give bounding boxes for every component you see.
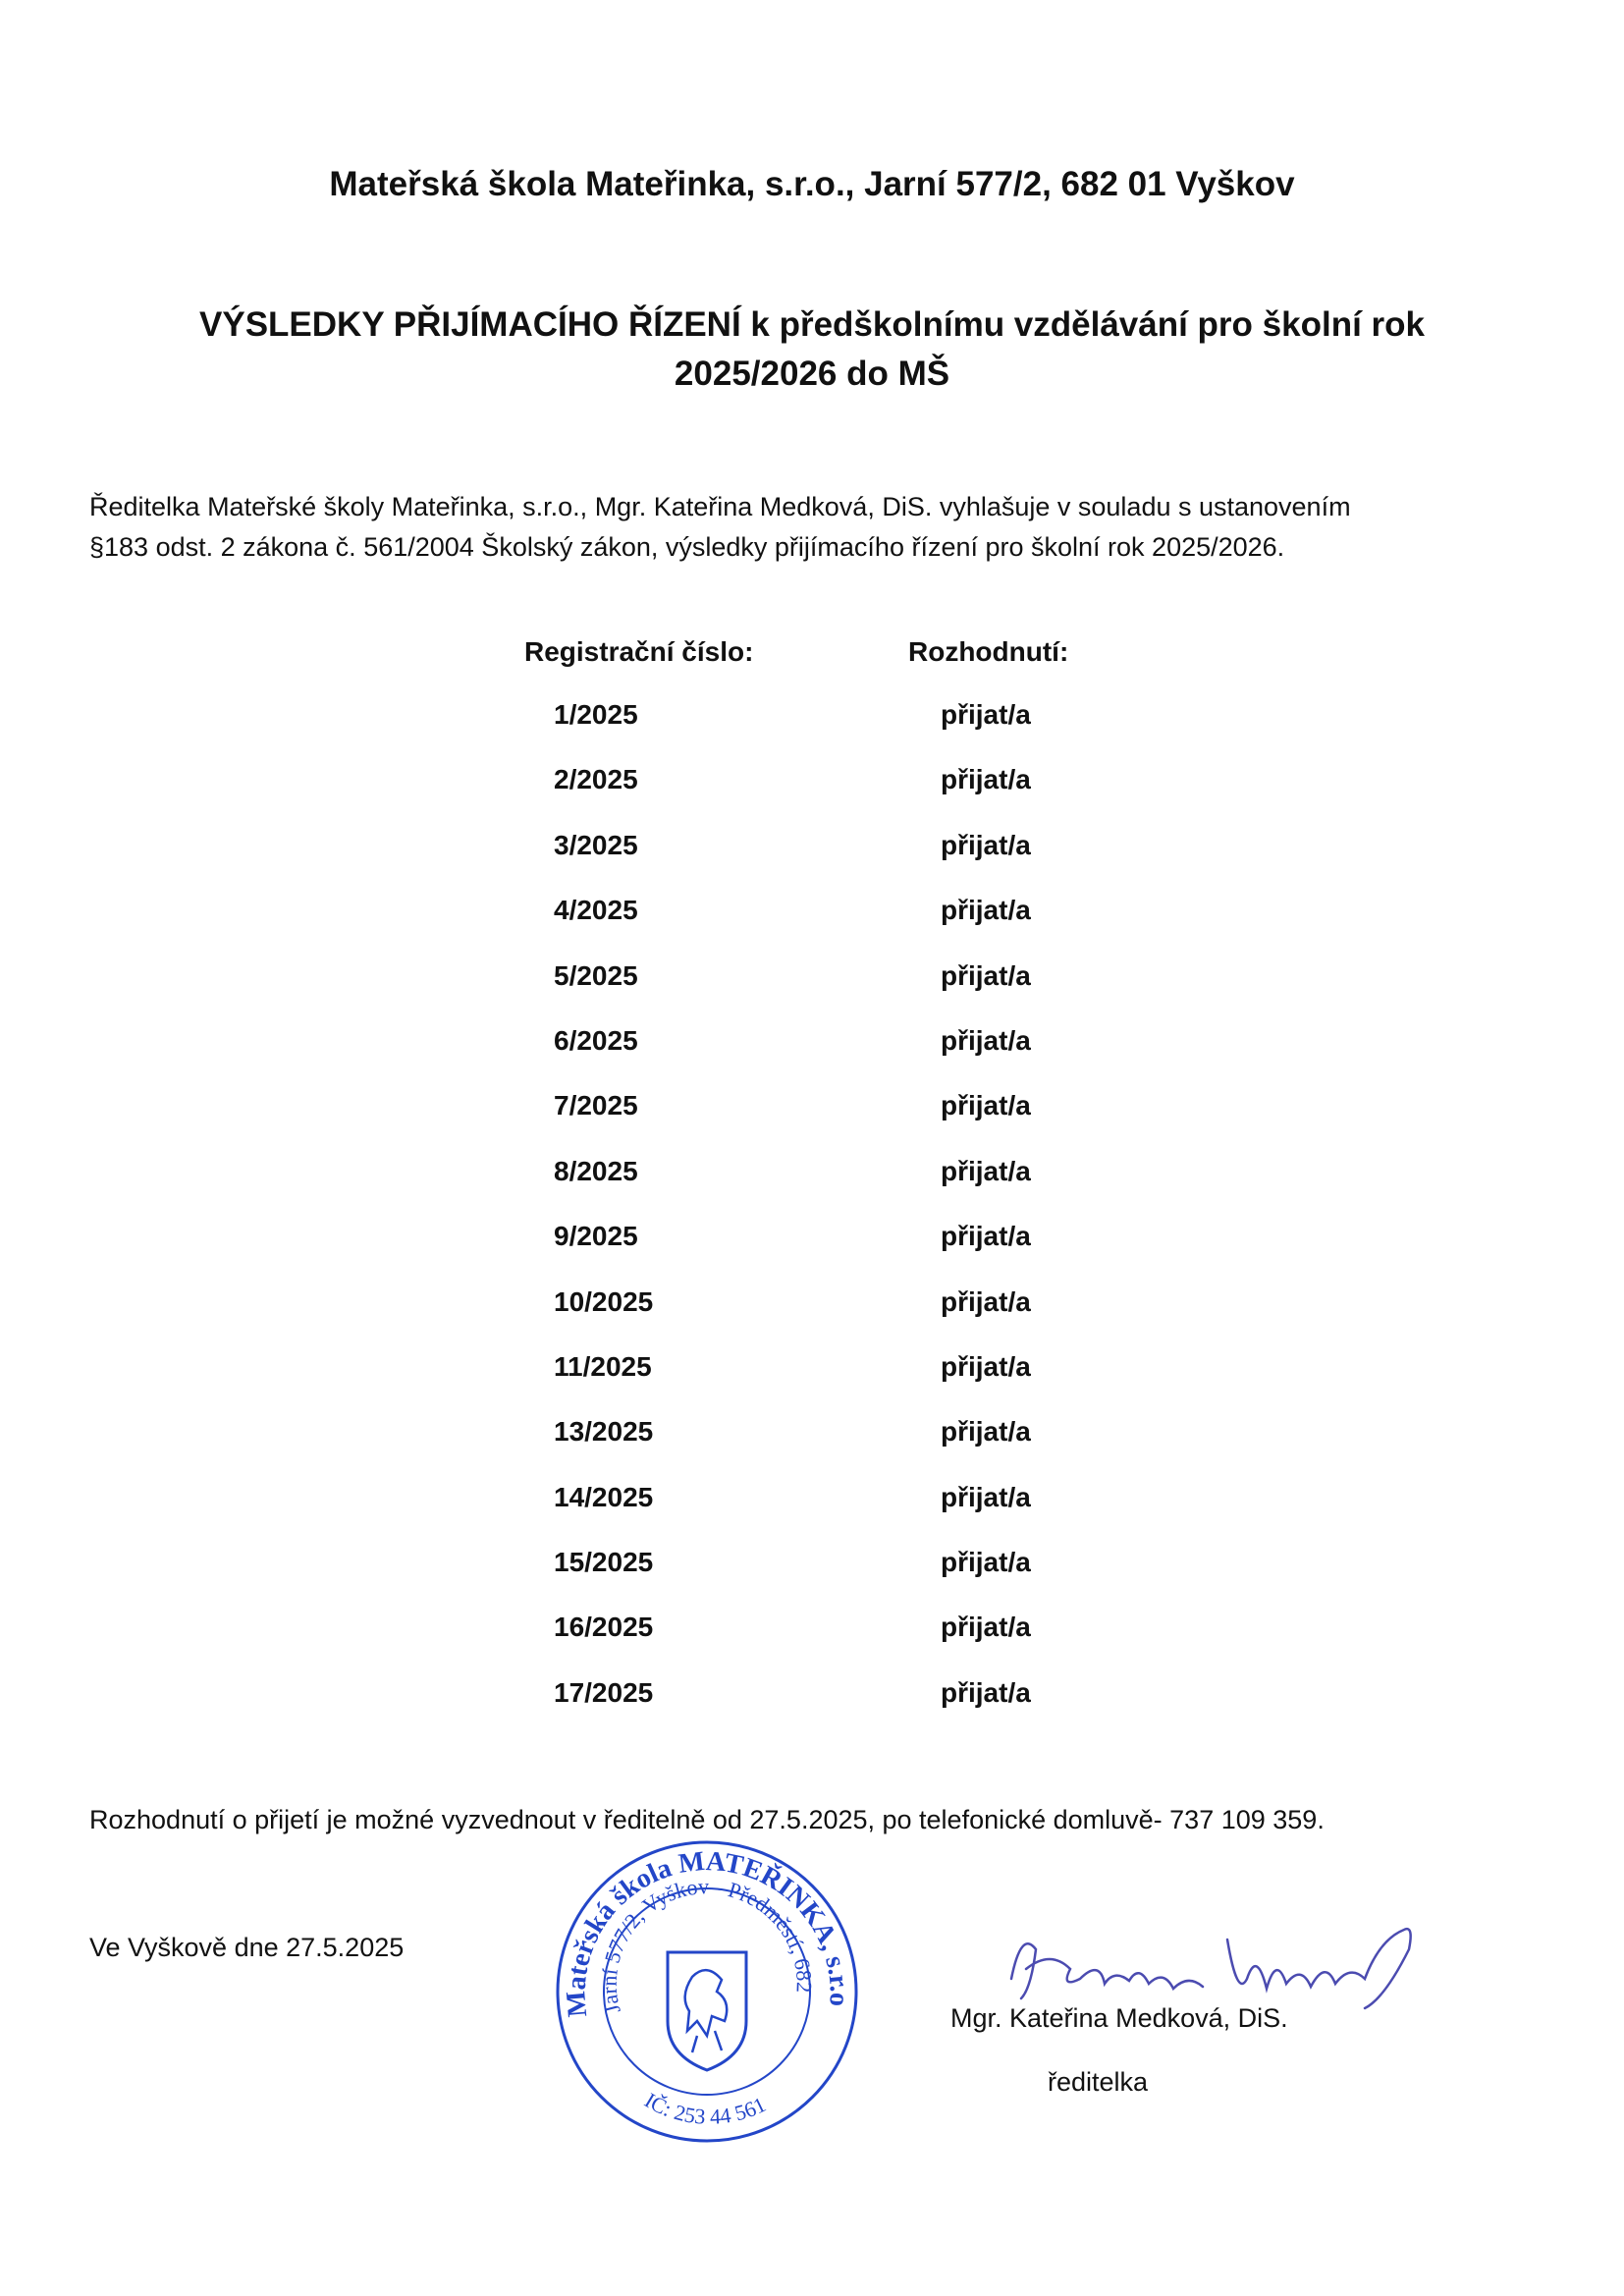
document-title	[128, 301, 1496, 399]
registration-number: 7/2025	[554, 1090, 638, 1121]
decision-value: přijat/a	[941, 1612, 1031, 1643]
stamp-outer-path-text: Mateřská škola MATEŘINKA, s.r.o	[561, 1845, 854, 2019]
place-date: Ve Vyškově dne 27.5.2025	[89, 1933, 405, 1962]
decision-value: přijat/a	[941, 699, 1031, 730]
table-row	[0, 1286, 1624, 1351]
registration-number: 1/2025	[554, 699, 638, 730]
title-line-1: VÝSLEDKY PŘIJÍMACÍHO ŘÍZENÍ k předškolnímu vzdělávání pro školní rok	[199, 305, 1425, 344]
registration-number: 10/2025	[554, 1285, 654, 1317]
decision-value: přijat/a	[941, 1024, 1031, 1056]
registration-number: 6/2025	[554, 1024, 638, 1056]
decision-value: přijat/a	[941, 1547, 1031, 1578]
school-stamp	[550, 1834, 864, 2149]
registration-number: 15/2025	[554, 1547, 654, 1578]
decision-value: přijat/a	[941, 764, 1031, 795]
signer-name: Mgr. Kateřina Medková, DiS.	[950, 2003, 1288, 2033]
registration-number: 11/2025	[554, 1350, 652, 1382]
stamp-graphic	[550, 1834, 864, 2149]
table-row	[0, 1677, 1624, 1742]
pickup-note: Rozhodnutí o přijetí je možné vyzvednout v ředitelně od 27.5.2025, po telefonické domluvě- 737 109 359.	[89, 1805, 1325, 1834]
registration-number: 9/2025	[554, 1221, 638, 1252]
registration-number: 16/2025	[554, 1612, 654, 1643]
decision-value: přijat/a	[941, 959, 1031, 991]
signer-role: ředitelka	[1048, 2067, 1149, 2097]
table-row	[0, 960, 1624, 1025]
registration-number: 4/2025	[554, 895, 638, 926]
table-row	[0, 1156, 1624, 1221]
stamp-id-path-text: IČ: 253 44 561	[640, 2087, 770, 2129]
column-header-registration: Registrační číslo:	[524, 636, 754, 667]
registration-number: 5/2025	[554, 959, 638, 991]
intro-paragraph	[89, 487, 1543, 568]
table-row	[0, 1612, 1624, 1676]
school-heading: Mateřská škola Mateřinka, s.r.o., Jarní 577/2, 682 01 Vyškov	[329, 165, 1295, 203]
registration-number: 8/2025	[554, 1155, 638, 1186]
stamp-inner-path-text: Jarní 577/2, Vyškov - Předměstí, 682	[596, 1874, 817, 2017]
table-row	[0, 1221, 1624, 1285]
registration-number: 2/2025	[554, 764, 638, 795]
table-row	[0, 699, 1624, 764]
title-line-2: 2025/2026 do MŠ	[674, 355, 950, 393]
decision-value: přijat/a	[941, 1090, 1031, 1121]
decision-value: přijat/a	[941, 1481, 1031, 1512]
decision-value: přijat/a	[941, 1221, 1031, 1252]
decision-value: přijat/a	[941, 829, 1031, 860]
table-row	[0, 830, 1624, 895]
registration-number: 13/2025	[554, 1416, 654, 1448]
decision-value: přijat/a	[941, 1155, 1031, 1186]
table-row	[0, 1482, 1624, 1547]
registration-number: 14/2025	[554, 1481, 654, 1512]
table-row	[0, 1025, 1624, 1090]
decision-value: přijat/a	[941, 1285, 1031, 1317]
registration-number: 3/2025	[554, 829, 638, 860]
intro-line-2: §183 odst. 2 zákona č. 561/2004 Školský zákon, výsledky přijímacího řízení pro školní rok 2025/2026.	[89, 532, 1285, 562]
decision-value: přijat/a	[941, 1416, 1031, 1448]
coat-of-arms-icon	[668, 1952, 746, 2070]
table-row	[0, 764, 1624, 829]
registration-number: 17/2025	[554, 1676, 654, 1708]
decision-value: přijat/a	[941, 1676, 1031, 1708]
table-row	[0, 1416, 1624, 1481]
table-row	[0, 895, 1624, 959]
intro-line-1: Ředitelka Mateřské školy Mateřinka, s.r.o., Mgr. Kateřina Medková, DiS. vyhlašuje v souladu s ustanovením	[89, 492, 1351, 521]
table-row	[0, 1547, 1624, 1612]
column-header-decision: Rozhodnutí:	[908, 636, 1069, 667]
decision-value: přijat/a	[941, 895, 1031, 926]
results-table	[0, 699, 1624, 1742]
decision-value: přijat/a	[941, 1350, 1031, 1382]
table-row	[0, 1090, 1624, 1155]
table-row	[0, 1351, 1624, 1416]
